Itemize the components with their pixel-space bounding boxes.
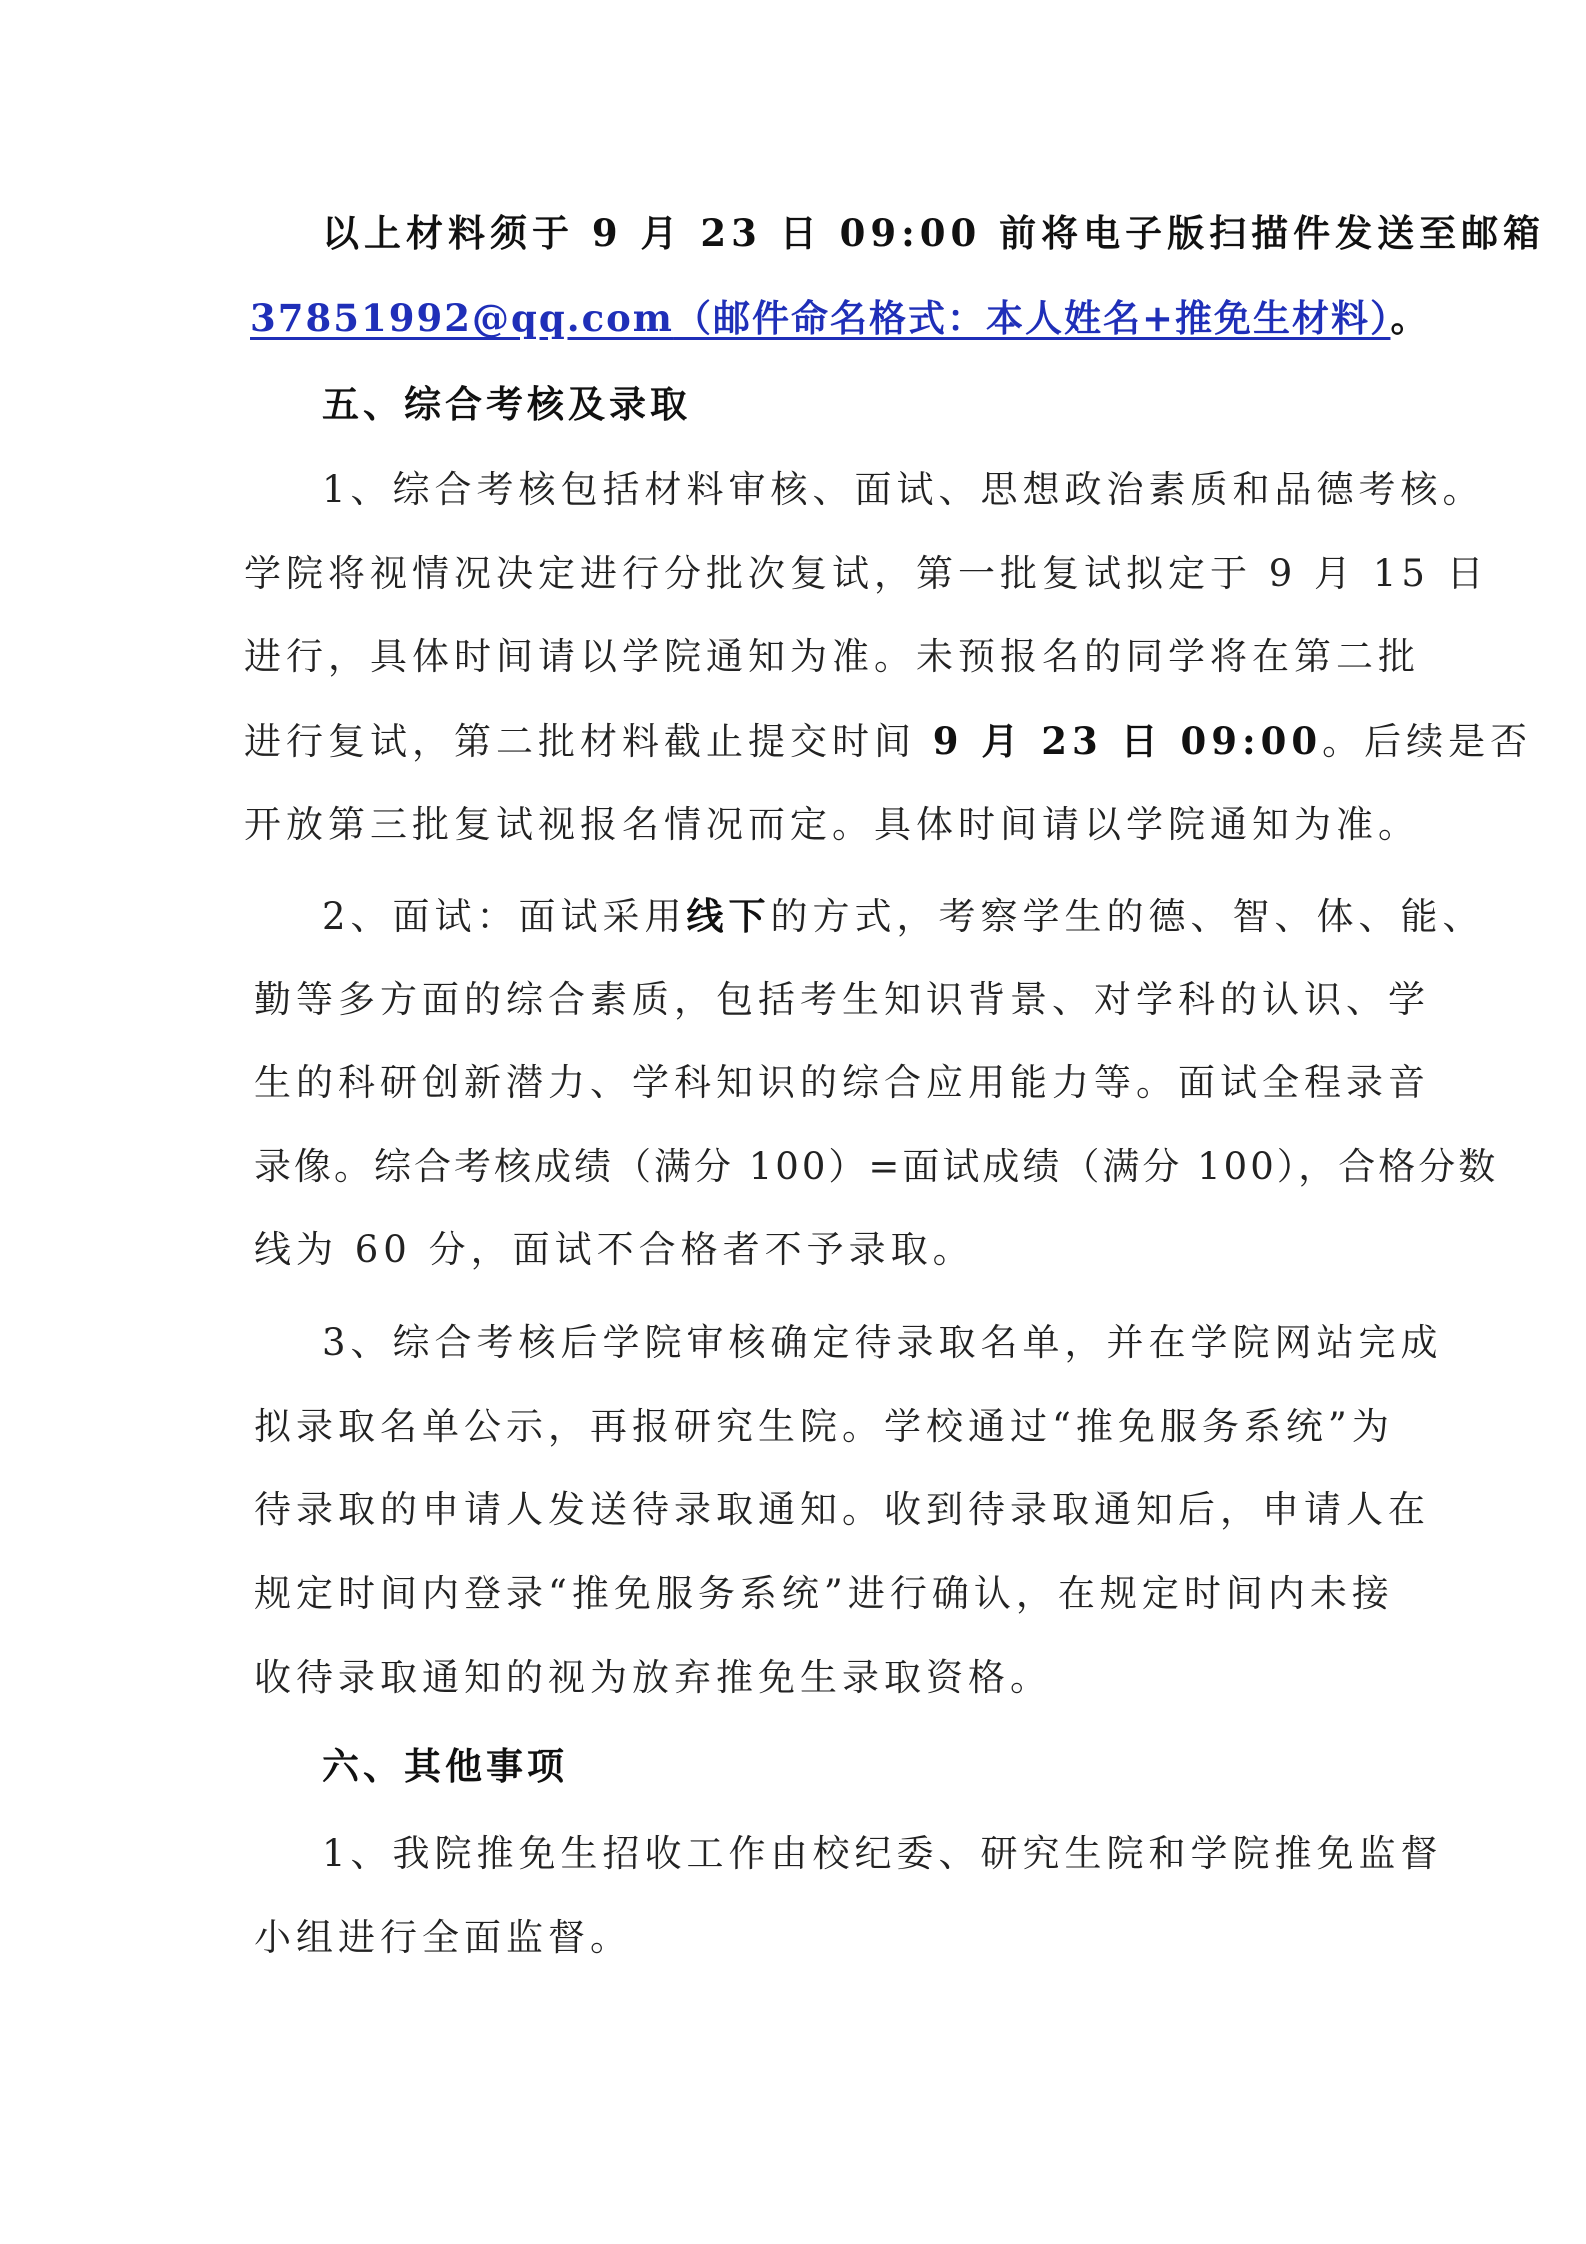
deadline-bold: 9 月 23 日 09:00 [932, 719, 1323, 763]
s5-p1-line-4-post: 。后续是否 [1322, 720, 1533, 763]
s5-p2-line-1-post: 的方式，考察学生的德、智、体、能、 [770, 895, 1485, 938]
s6-p1-line-1: 1、我院推免生招收工作由校纪委、研究生院和学院推免监督 [322, 1832, 1443, 1875]
s5-p2-line-2: 勤等多方面的综合素质，包括考生知识背景、对学科的认识、学 [254, 978, 1430, 1021]
s5-p3-line-1: 3、综合考核后学院审核确定待录取名单，并在学院网站完成 [322, 1321, 1443, 1364]
section-5-heading: 五、综合考核及录取 [322, 382, 691, 426]
s5-p2-line-1 [322, 891, 1485, 941]
s5-p2-line-4: 录像。综合考核成绩（满分 100）=面试成绩（满分 100），合格分数 [254, 1145, 1499, 1188]
intro-line-2 [250, 293, 1429, 343]
s5-p2-line-3: 生的科研创新潜力、学科知识的综合应用能力等。面试全程录音 [254, 1061, 1430, 1104]
s5-p2-line-5: 线为 60 分，面试不合格者不予录取。 [254, 1228, 975, 1271]
s5-p1-line-3: 进行，具体时间请以学院通知为准。未预报名的同学将在第二批 [244, 635, 1420, 678]
intro-period: 。 [1390, 296, 1430, 340]
email-link[interactable]: 37851992@qq.com [250, 296, 674, 340]
s5-p1-line-4-pre: 进行复试，第二批材料截止提交时间 [244, 720, 933, 763]
s5-p3-line-5: 收待录取通知的视为放弃推免生录取资格。 [254, 1656, 1052, 1699]
offline-bold: 线下 [686, 894, 771, 938]
intro-line-1: 以上材料须于 9 月 23 日 09:00 前将电子版扫描件发送至邮箱 [322, 211, 1546, 255]
s5-p1-line-5: 开放第三批复试视报名情况而定。具体时间请以学院通知为准。 [244, 803, 1420, 846]
s5-p2-line-1-pre: 2、面试：面试采用 [322, 895, 687, 938]
s6-p1-line-2: 小组进行全面监督。 [254, 1916, 632, 1959]
s5-p1-line-1: 1、综合考核包括材料审核、面试、思想政治素质和品德考核。 [322, 468, 1485, 511]
s5-p1-line-4 [244, 716, 1532, 766]
s5-p1-line-2: 学院将视情况决定进行分批次复试，第一批复试拟定于 9 月 15 日 [244, 552, 1489, 595]
email-naming-note: （邮件命名格式：本人姓名+推免生材料） [673, 296, 1391, 340]
s5-p3-line-3: 待录取的申请人发送待录取通知。收到待录取通知后，申请人在 [254, 1488, 1430, 1531]
s5-p3-line-4: 规定时间内登录“推免服务系统”进行确认，在规定时间内未接 [254, 1572, 1394, 1615]
s5-p3-line-2: 拟录取名单公示，再报研究生院。学校通过“推免服务系统”为 [254, 1405, 1394, 1448]
section-6-heading: 六、其他事项 [322, 1744, 568, 1788]
